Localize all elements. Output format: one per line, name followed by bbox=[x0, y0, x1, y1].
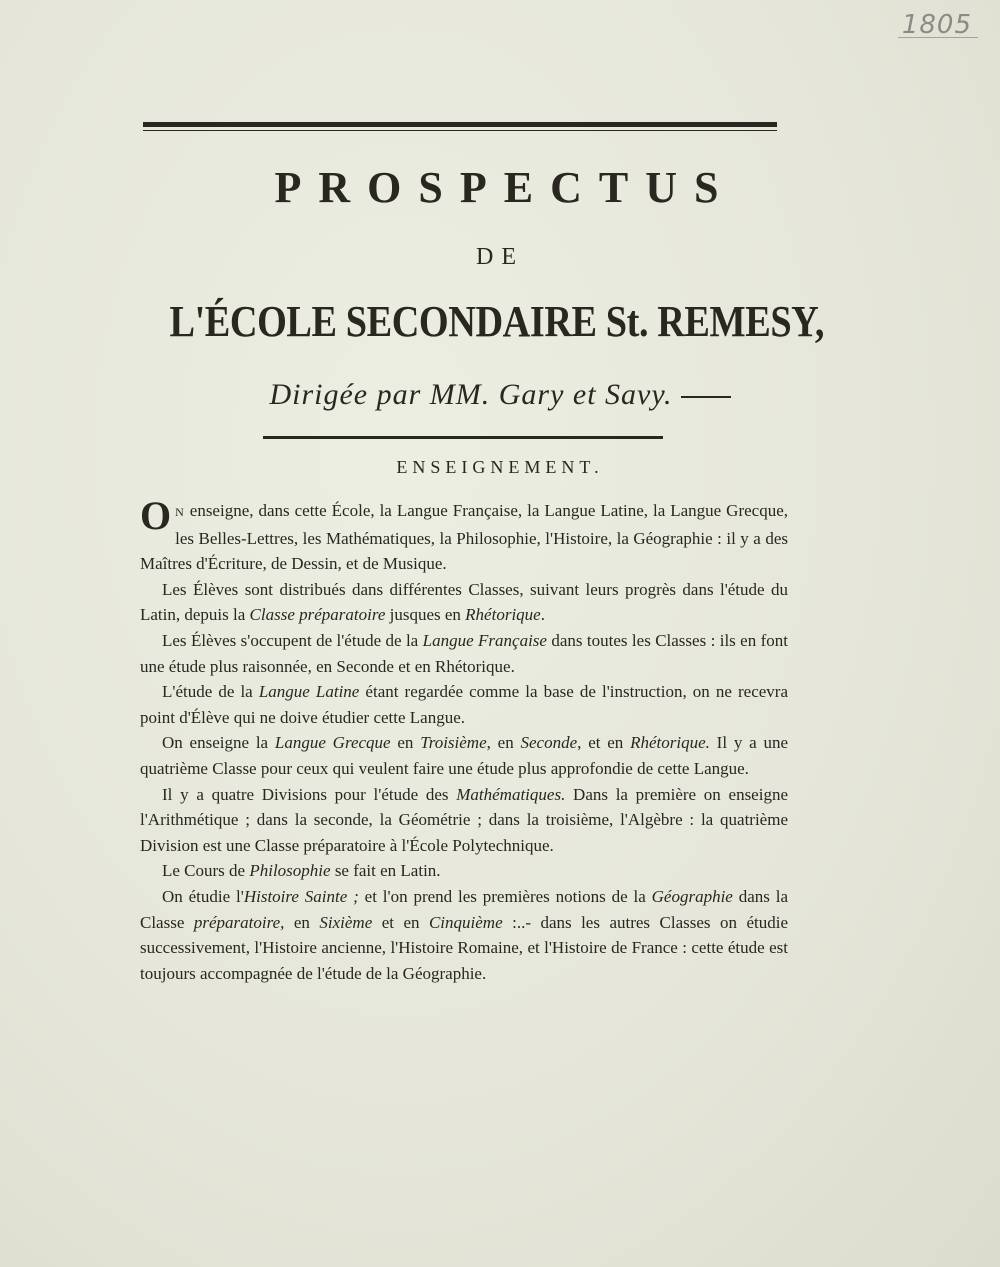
pencil-annotation: 1805 bbox=[901, 10, 972, 40]
paragraph-text: enseigne, dans cette École, la Langue Française, la Langue Latine, la Langue Grecque, les Belles-Lettres, les Mathématiques, la Philosophie, l'Histoire, la Géographie : il y a des Maîtres d'Écriture, de Dessin, et de Musique. bbox=[140, 501, 788, 574]
small-cap: N bbox=[175, 505, 185, 519]
italic-run: Langue Française bbox=[422, 630, 547, 650]
document-title: PROSPECTUS bbox=[274, 163, 736, 212]
italic-run: Mathématiques. bbox=[456, 784, 566, 804]
paragraph-7 bbox=[140, 858, 788, 884]
italic-run: Troisième bbox=[420, 733, 487, 753]
text-run: :..- dans les autres Classes on étudie successivement, l'Histoire ancienne, l'Histoire Romaine, et l'Histoire de France : cette étude est toujours accompagnée de l'étude de la Géographie. bbox=[140, 912, 788, 983]
text-run: Les Élèves s'occupent de l'étude de la bbox=[162, 630, 423, 650]
text-run: Dans la première on enseigne l'Arithmétique ; dans la seconde, la Géométrie ; dans la troisième, l'Algèbre : la quatrième Division est une Classe préparatoire à l'École Polytechnique. bbox=[140, 784, 788, 855]
drop-cap: O bbox=[140, 493, 172, 538]
text-run: L'étude de la bbox=[162, 682, 259, 702]
italic-run: Classe préparatoire bbox=[249, 605, 386, 625]
text-run: Il y a quatre Divisions pour l'étude des bbox=[162, 784, 457, 804]
italic-run: Langue Latine bbox=[258, 682, 360, 702]
paragraph-2 bbox=[140, 577, 788, 628]
directors-text: Dirigée par MM. Gary et Savy. bbox=[269, 378, 673, 411]
text-run: Le Cours de bbox=[162, 861, 250, 881]
text-run: On enseigne la bbox=[162, 733, 275, 753]
text-run: , en bbox=[486, 733, 521, 753]
italic-run: préparatoire bbox=[193, 912, 281, 932]
body-text bbox=[140, 493, 789, 986]
title-connector: DE bbox=[476, 244, 524, 270]
text-run: et en bbox=[372, 912, 429, 932]
section-heading: ENSEIGNEMENT. bbox=[396, 457, 604, 477]
directors-line bbox=[0, 378, 1000, 412]
italic-run: Sixième bbox=[319, 912, 373, 932]
italic-run: Cinquième bbox=[428, 912, 503, 932]
school-name: L'ÉCOLE SECONDAIRE St. REMESY, bbox=[169, 297, 825, 346]
text-run: étant regardée comme la base de l'instruction, on ne recevra point d'Élève qui ne doive étudier cette Langue. bbox=[140, 682, 789, 727]
flourish-ornament bbox=[681, 396, 731, 398]
paragraph-5 bbox=[140, 730, 788, 781]
top-double-rule bbox=[143, 122, 777, 131]
paragraph-4 bbox=[140, 679, 788, 730]
text-run: dans toutes les Classes : ils en font une étude plus raisonnée, en Seconde et en Rhétorique. bbox=[140, 630, 789, 676]
text-run: dans la Classe bbox=[140, 886, 788, 932]
paragraph-1 bbox=[140, 493, 788, 577]
italic-run: Philosophie bbox=[249, 861, 331, 881]
paragraph-3 bbox=[140, 628, 788, 679]
text-run: en bbox=[390, 733, 421, 753]
italic-run: Seconde bbox=[520, 733, 578, 753]
paragraph-8 bbox=[140, 884, 788, 986]
paragraph-6 bbox=[140, 782, 788, 859]
italic-run: Géographie bbox=[651, 886, 733, 906]
section-rule bbox=[263, 436, 663, 440]
text-run: , en bbox=[280, 912, 320, 932]
italic-run: Histoire Sainte ; bbox=[243, 886, 359, 906]
italic-run: Rhétorique. bbox=[630, 733, 710, 753]
text-run: , et en bbox=[577, 733, 631, 753]
text-run: et l'on prend les premières notions de la bbox=[358, 886, 652, 906]
text-run: se fait en Latin. bbox=[330, 861, 441, 881]
italic-run: Rhétorique bbox=[465, 605, 541, 625]
text-run: Il y a une quatrième Classe pour ceux qui veulent faire une étude plus approfondie de cette Langue. bbox=[140, 733, 788, 778]
text-run: On étudie l' bbox=[162, 886, 244, 906]
text-run: jusques en bbox=[385, 605, 466, 625]
text-run: . bbox=[540, 605, 545, 625]
italic-run: Langue Grecque bbox=[274, 733, 391, 753]
text-run: Les Élèves sont distribués dans différentes Classes, suivant leurs progrès dans l'étude du Latin, depuis la bbox=[140, 579, 788, 625]
